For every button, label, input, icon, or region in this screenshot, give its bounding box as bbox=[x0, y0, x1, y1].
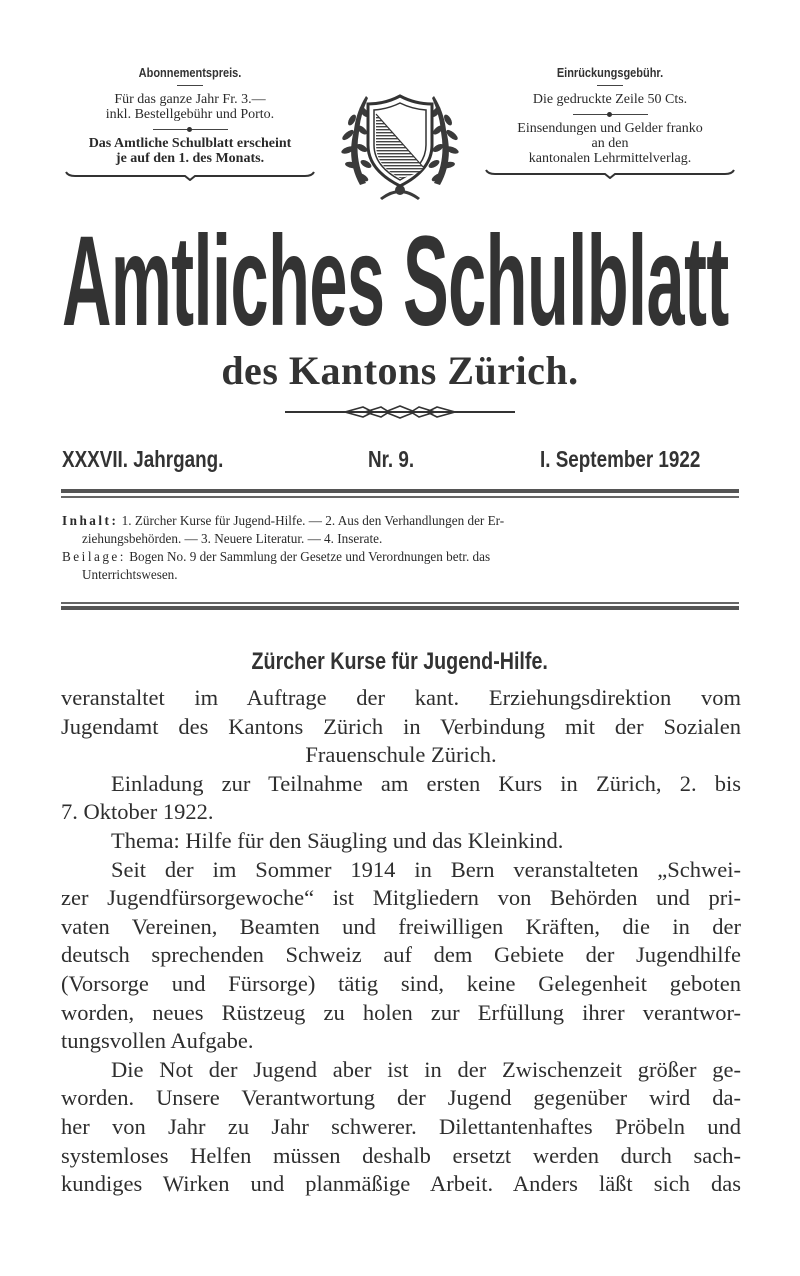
double-rule-top-thin bbox=[61, 496, 739, 498]
double-rule-bottom bbox=[61, 606, 739, 610]
price-line: Für das ganze Jahr Fr. 3.— bbox=[114, 92, 266, 107]
text-line: (Vorsorge und Fürsorge) tätig sind, keine Gelegenheit geboten bbox=[61, 970, 741, 996]
divider bbox=[177, 85, 203, 86]
text-line: systemloses Helfen müssen deshalb ersetzt werden durch sach- bbox=[61, 1142, 741, 1168]
subscription-heading: Abonnementspreis. bbox=[138, 66, 242, 80]
text-line: Thema: Hilfe für den Säugling und das Kleinkind. bbox=[111, 827, 564, 853]
issue-number: Nr. 9. bbox=[368, 446, 415, 472]
text-line: kundiges Wirken und planmäßige Arbeit. Anders läßt sich das bbox=[61, 1171, 741, 1197]
masthead-title bbox=[62, 210, 742, 353]
double-rule-bottom-thin bbox=[61, 602, 739, 604]
text-line: Einladung zur Teilnahme am ersten Kurs in Zürich, 2. bis bbox=[111, 770, 741, 796]
volume-label: XXXVII. Jahrgang. bbox=[62, 446, 224, 472]
table-of-contents bbox=[62, 512, 740, 584]
article-title: Zürcher Kurse für Jugend-Hilfe. bbox=[251, 648, 549, 675]
price-line: inkl. Bestellgebühr und Porto. bbox=[105, 107, 275, 122]
divider bbox=[597, 85, 623, 86]
text-line: 7. Oktober 1922. bbox=[61, 799, 214, 825]
text-line: worden. Unsere Verantwortung der Jugend gegenüber wird da- bbox=[61, 1085, 741, 1111]
text-line: vaten Vereinen, Beamten und freiwilligen Kräften, die in der bbox=[61, 913, 741, 939]
coat-of-arms-icon bbox=[340, 90, 460, 202]
brace-rule bbox=[65, 171, 315, 181]
supplement-entry: Beilage: Bogen No. 9 der Sammlung der Gesetze und Verordnungen betr. das Unterrichtswesen. bbox=[62, 549, 491, 582]
text-line: deutsch sprechenden Schweiz auf dem Gebiete der Jugendhilfe bbox=[61, 942, 741, 968]
advertising-heading: Einrückungsgebühr. bbox=[556, 66, 664, 80]
text-line: Frauenschule Zürich. bbox=[305, 742, 497, 768]
dot-divider bbox=[573, 111, 648, 117]
submission-note: an den bbox=[591, 136, 629, 151]
submission-note: Einsendungen und Gelder franko bbox=[517, 121, 703, 136]
contents-entry: Inhalt: 1. Zürcher Kurse für Jugend-Hilfe. — 2. Aus den Verhandlungen der Er- ziehungsbehörden. — 3. Neuere Literatur. — 4. Inserate. bbox=[62, 513, 505, 546]
subscription-info bbox=[45, 66, 335, 181]
text-line: zer Jugendfürsorgewoche“ ist Mitgliedern von Behörden und pri- bbox=[61, 885, 741, 911]
text-line: Die Not der Jugend aber ist in der Zwischenzeit größer ge- bbox=[111, 1056, 741, 1082]
text-line: Seit der im Sommer 1914 in Bern veranstalteten „Schwei- bbox=[111, 856, 741, 882]
masthead-subtitle: des Kantons Zürich. bbox=[221, 348, 579, 393]
supplement-label: Beilage: bbox=[62, 549, 126, 564]
text-line: veranstaltet im Auftrage der kant. Erziehungsdirektion vom bbox=[61, 685, 741, 710]
price-line: Die gedruckte Zeile 50 Cts. bbox=[532, 92, 688, 107]
newspaper-title: Amtliches Schulblatt bbox=[62, 210, 729, 353]
ornament-divider-icon bbox=[285, 404, 515, 420]
text-line: her von Jahr zu Jahr schwerer. Dilettantenhaftes Pröbeln und bbox=[61, 1113, 741, 1139]
text-line: worden, neues Rüstzeug zu holen zur Erfüllung ihrer verantwor- bbox=[61, 999, 741, 1025]
text-line: tungsvollen Aufgabe. bbox=[61, 1028, 254, 1054]
article-heading bbox=[0, 648, 800, 676]
submission-note: kantonalen Lehrmittelverlag. bbox=[528, 151, 692, 166]
text-line: Jugendamt des Kantons Zürich in Verbindung mit der Sozialen bbox=[61, 713, 741, 739]
double-rule-top bbox=[61, 489, 739, 493]
contents-label: Inhalt: bbox=[62, 513, 119, 528]
publication-note: Das Amtliche Schulblatt erscheint bbox=[88, 136, 292, 151]
issue-date: I. September 1922 bbox=[540, 446, 701, 472]
dot-divider bbox=[153, 126, 228, 132]
article-body bbox=[61, 684, 741, 1199]
publication-note: je auf den 1. des Monats. bbox=[115, 151, 265, 166]
advertising-info bbox=[465, 66, 755, 179]
brace-rule bbox=[485, 169, 735, 179]
